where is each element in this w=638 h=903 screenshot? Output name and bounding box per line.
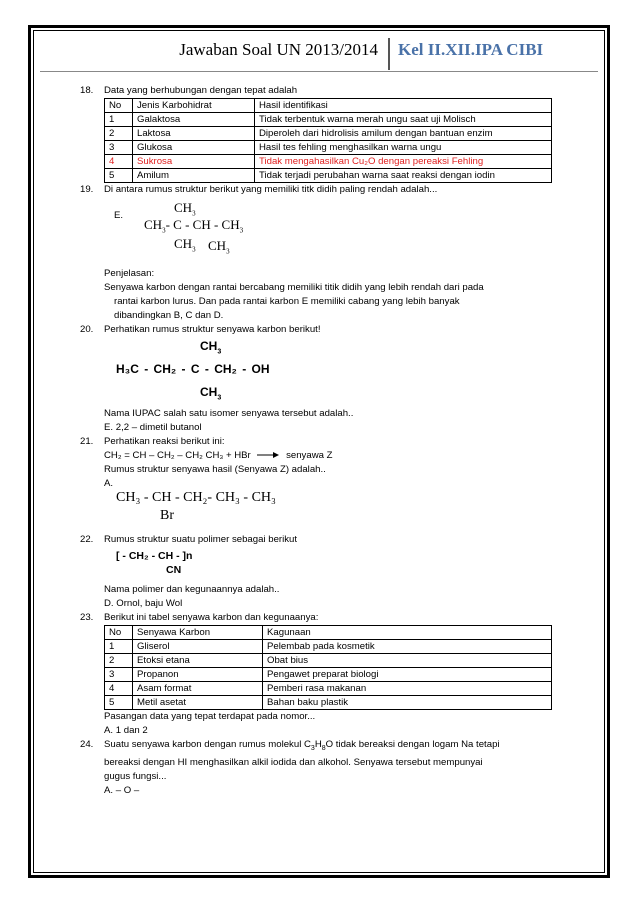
- question-text: Rumus struktur suatu polimer sebagai berikut: [104, 534, 298, 545]
- table-cell: Laktosa: [133, 127, 255, 141]
- table-row: [105, 169, 552, 183]
- structure-21: [80, 491, 600, 527]
- table-cell: Metil asetat: [133, 696, 263, 710]
- table-cell: Galaktosa: [133, 113, 255, 127]
- page-header: [40, 38, 598, 72]
- question-number: 22.: [80, 534, 94, 545]
- answer-line: A. 1 dan 2: [104, 725, 148, 736]
- table-cell: Gliserol: [133, 640, 263, 654]
- carbohydrate-table: [104, 98, 552, 183]
- question-19: [80, 183, 600, 197]
- table-row: [105, 155, 552, 169]
- question-number: 18.: [80, 85, 94, 96]
- question-text: Di antara rumus struktur berikut yang memiliki titk didih paling rendah adalah...: [104, 184, 438, 195]
- question-20: [80, 323, 600, 337]
- question-number: 24.: [80, 739, 94, 750]
- methyl-bottom-2: $CH_3$: [208, 238, 230, 256]
- table-header-cell: No: [105, 99, 133, 113]
- methyl-bottom: $CH_3$: [200, 385, 222, 402]
- document-body: [80, 84, 600, 798]
- table-cell: Tidak mengahasilkan Cu₂O dengan pereaksi Fehling: [255, 155, 552, 169]
- table-header-cell: Kagunaan: [263, 626, 552, 640]
- carbon-compound-table: [104, 625, 552, 710]
- question-line: gugus fungsi...: [104, 770, 167, 782]
- question-number: 20.: [80, 324, 94, 335]
- table-cell: Tidak terbentuk warna merah ungu saat uji Molisch: [255, 113, 552, 127]
- table-row: [105, 113, 552, 127]
- reaction-reactants: CH₂ = CH – CH₂ – CH₂ CH₃ + HBr: [104, 450, 251, 461]
- answer-line: Pasangan data yang tepat terdapat pada nomor...: [104, 711, 316, 722]
- explanation-label: Penjelasan:: [104, 268, 155, 279]
- answer-line: Nama IUPAC salah satu isomer senyawa tersebut adalah..: [104, 408, 354, 419]
- explanation-line: rantai karbon lurus. Dan pada rantai karbon E memiliki cabang yang lebih banyak: [114, 296, 460, 307]
- table-row: [105, 141, 552, 155]
- table-cell: Diperoleh dari hidrolisis amilum dengan bantuan enzim: [255, 127, 552, 141]
- table-row: [105, 640, 552, 654]
- question-number: 19.: [80, 184, 94, 195]
- table-cell: Pemberi rasa makanan: [263, 682, 552, 696]
- nitrile-group: CN: [166, 564, 182, 576]
- explanation-19: [80, 267, 600, 323]
- table-cell: 2: [105, 127, 133, 141]
- table-cell: 5: [105, 696, 133, 710]
- reaction-21: [80, 449, 600, 491]
- reaction-arrow-icon: [257, 451, 279, 459]
- answer-line: D. Ornol, baju Wol: [104, 598, 183, 609]
- table-header-cell: No: [105, 626, 133, 640]
- table-row: [105, 682, 552, 696]
- question-text: Data yang berhubungan dengan tepat adalah: [104, 85, 298, 96]
- table-cell: Pelembab pada kosmetik: [263, 640, 552, 654]
- answer-23: [80, 710, 600, 738]
- table-cell: Etoksi etana: [133, 654, 263, 668]
- question-18: [80, 84, 600, 98]
- methyl-bottom-1: $CH_3$: [174, 236, 196, 254]
- question-text: Berikut ini tabel senyawa karbon dan kegunaanya:: [104, 612, 319, 623]
- explanation-line: dibandingkan B, C dan D.: [114, 310, 224, 321]
- question-23: [80, 611, 600, 625]
- question-text: Suatu senyawa karbon dengan rumus molekul $C_3H_8O$ tidak bereaksi dengan logam Na tetapi: [104, 739, 500, 752]
- structure-22: [80, 547, 600, 577]
- header-title: Jawaban Soal UN 2013/2014: [179, 40, 378, 59]
- answer-line: A. – O –: [104, 784, 140, 796]
- table-cell: Obat bius: [263, 654, 552, 668]
- answer-22: [80, 583, 600, 611]
- table-cell: Hasil tes fehling menghasilkan warna ungu: [255, 141, 552, 155]
- question-21: [80, 435, 600, 449]
- table-cell: Propanon: [133, 668, 263, 682]
- question-text: Perhatikan reaksi berikut ini:: [104, 436, 225, 447]
- table-cell: Bahan baku plastik: [263, 696, 552, 710]
- table-header-row: [105, 99, 552, 113]
- table-cell: 3: [105, 668, 133, 682]
- main-chain: H₃C - CH₂ - C - CH₂ - OH: [116, 362, 270, 376]
- table-cell: 4: [105, 682, 133, 696]
- question-line: Rumus struktur senyawa hasil (Senyawa Z) adalah..: [104, 464, 326, 475]
- table-cell: Asam format: [133, 682, 263, 696]
- table-cell: Amilum: [133, 169, 255, 183]
- reaction-product: senyawa Z: [286, 450, 333, 461]
- table-cell: 1: [105, 640, 133, 654]
- question-24: [80, 738, 600, 798]
- table-cell: 4: [105, 155, 133, 169]
- header-rule: [40, 71, 598, 72]
- table-header-row: [105, 626, 552, 640]
- table-cell: Pengawet preparat biologi: [263, 668, 552, 682]
- option-label: A.: [104, 478, 114, 489]
- table-row: [105, 654, 552, 668]
- methyl-top: $CH_3$: [174, 200, 196, 218]
- question-text: Perhatikan rumus struktur senyawa karbon berikut!: [104, 324, 321, 335]
- explanation-line: Senyawa karbon dengan rantai bercabang memiliki titik didih yang lebih rendah dari pada: [104, 282, 484, 293]
- answer-20: [80, 407, 600, 435]
- answer-line: E. 2,2 – dimetil butanol: [104, 422, 202, 433]
- table-header-cell: Senyawa Karbon: [133, 626, 263, 640]
- table-header-cell: Jenis Karbohidrat: [133, 99, 255, 113]
- table-cell: Glukosa: [133, 141, 255, 155]
- table-cell: Tidak terjadi perubahan warna saat reaksi dengan iodin: [255, 169, 552, 183]
- table-row: [105, 696, 552, 710]
- table-header-cell: Hasil identifikasi: [255, 99, 552, 113]
- structure-19: [80, 197, 600, 263]
- question-line: bereaksi dengan HI menghasilkan alkil iodida dan alkohol. Senyawa tersebut mempunyai: [104, 756, 483, 768]
- polymer-chain: [ - CH₂ - CH - ]n: [116, 550, 193, 562]
- table-cell: 1: [105, 113, 133, 127]
- question-22: [80, 533, 600, 547]
- methyl-top: $CH_3$: [200, 339, 222, 356]
- header-group: Kel II.XII.IPA CIBI: [398, 40, 544, 59]
- bromine-substituent: Br: [160, 508, 174, 523]
- main-chain: CH₃ - CH - CH₂- CH₃ - CH₃: [116, 490, 276, 505]
- main-chain: $CH_3-$ C - CH - $CH_3$: [144, 217, 244, 235]
- structure-20: [80, 337, 600, 405]
- table-row: [105, 668, 552, 682]
- question-number: 23.: [80, 612, 94, 623]
- table-cell: Sukrosa: [133, 155, 255, 169]
- option-label: E.: [114, 210, 124, 221]
- question-number: 21.: [80, 436, 94, 447]
- answer-line: Nama polimer dan kegunaannya adalah..: [104, 584, 280, 595]
- table-cell: 3: [105, 141, 133, 155]
- table-cell: 2: [105, 654, 133, 668]
- header-separator: [388, 38, 390, 70]
- table-row: [105, 127, 552, 141]
- table-cell: 5: [105, 169, 133, 183]
